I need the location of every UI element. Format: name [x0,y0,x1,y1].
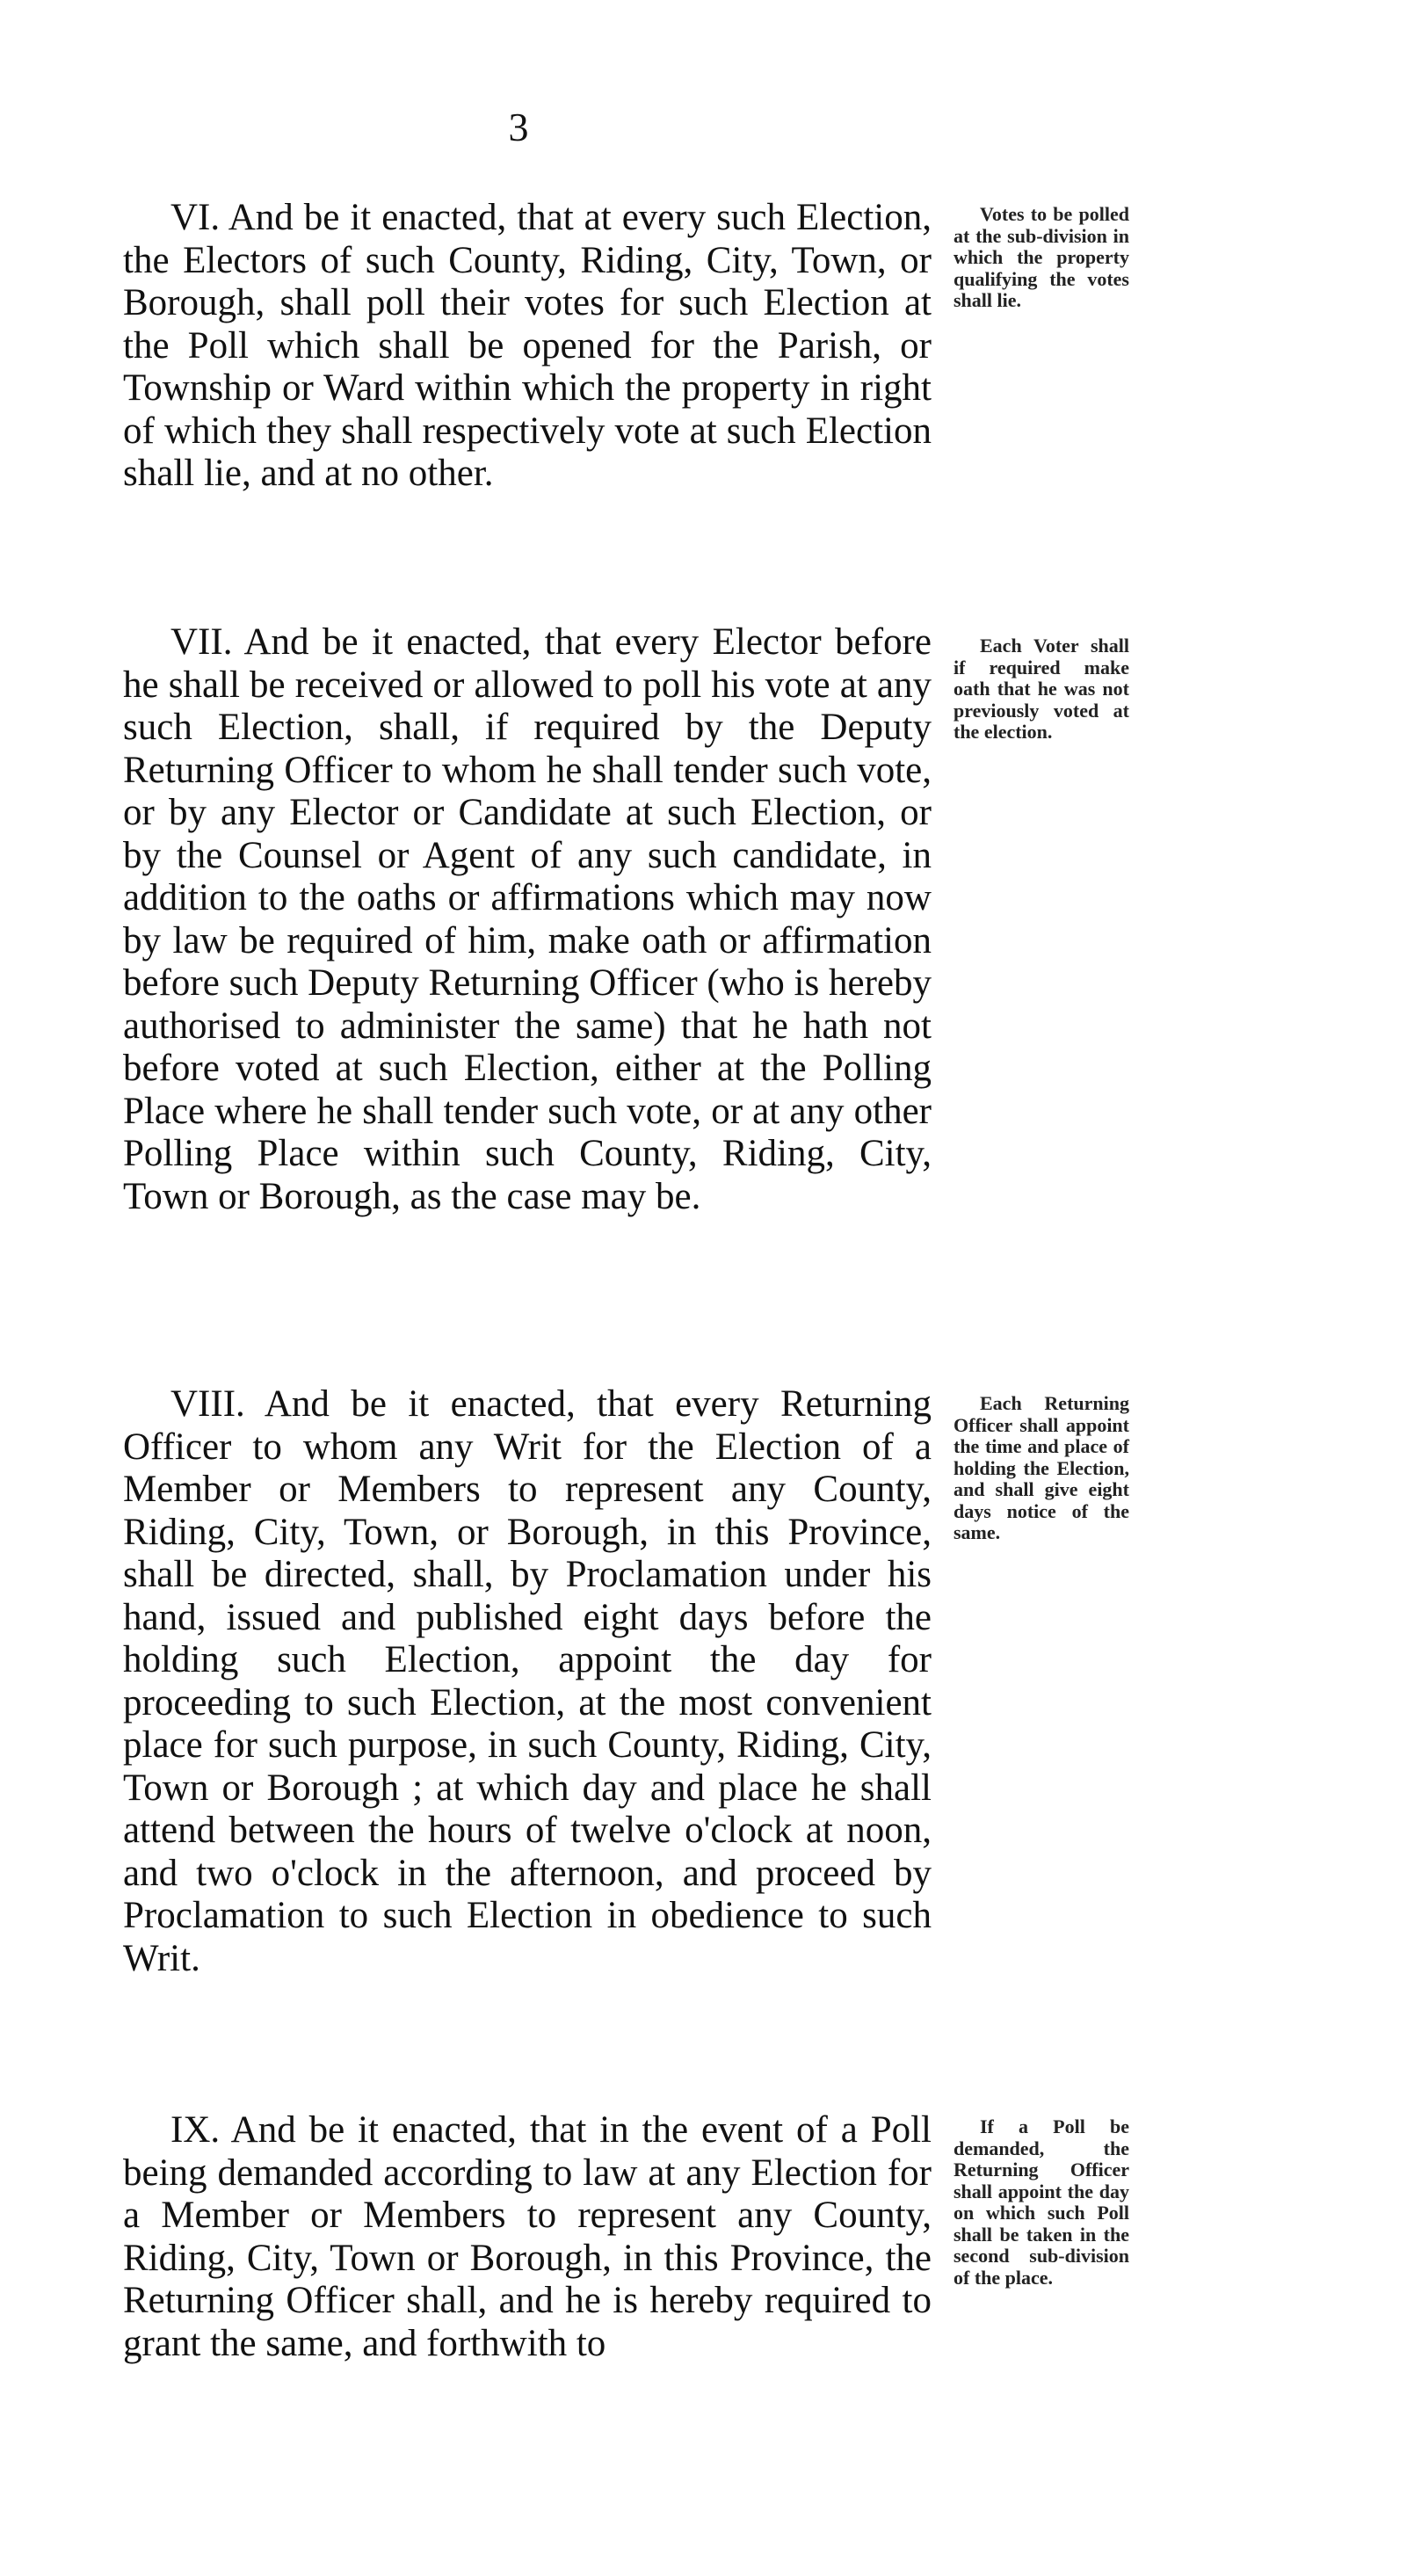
section-vi-text [123,197,932,496]
section-vii-text [123,621,932,1218]
section-vii [123,621,932,1218]
marginal-note-viii [954,1393,1129,1544]
section-vii-body: VII. And be it enacted, that every Elector before he shall be received or allowed to poll his vote at any such Election, shall, if required by the Deputy Returning Officer to whom he shall tender such vote, or by any Elector or Candidate at such Election, or by the Counsel or Agent of any such candidate, in addition to the oaths or affirmations which may now by law be required of him, make oath or affirmation before such Deputy Returning Officer (who is hereby authorised to administer the same) that he hath not before voted at such Election, either at the Polling Place where he shall tender such vote, or at any other Polling Place within such County, Riding, City, Town or Borough, as the case may be. [123,621,932,1217]
section-viii-body: VIII. And be it enacted, that every Returning Officer to whom any Writ for the Election of a Member or Members to represent any County, Riding, City, Town, or Borough, in this Province, shall be directed, shall, by Proclamation under his hand, issued and published eight days before the holding such Election, appoint the day for proceeding to such Election, at the most convenient place for such purpose, in such County, Riding, City, Town or Borough ; at which day and place he shall attend between the hours of twelve o'clock at noon, and two o'clock in the afternoon, and proceed by Proclamation to such Election in obedience to such Writ. [123,1383,932,1979]
marginal-note-ix-text: If a Poll be demanded, the Returning Officer shall appoint the day on which such Poll shall be taken in the second sub-division of the place. [954,2115,1129,2289]
section-viii-text [123,1383,932,1980]
section-ix [123,2109,932,2365]
section-ix-text [123,2109,932,2365]
marginal-note-vi-text: Votes to be polled at the sub-division in which the property qualifying the votes shall lie. [954,203,1129,311]
section-ix-body: IX. And be it enacted, that in the event of a Poll being demanded according to law at any Election for a Member or Members to represent any County, Riding, City, Town or Borough, in this Province, the Returning Officer shall, and he is hereby required to grant the same, and forthwith to [123,2109,932,2364]
section-vi [123,197,932,496]
marginal-note-vii [954,635,1129,744]
marginal-note-ix [954,2116,1129,2289]
section-viii [123,1383,932,1980]
marginal-note-viii-text: Each Returning Officer shall appoint the time and place of holding the Election, and shall give eight days notice of the same. [954,1392,1129,1543]
marginal-note-vi [954,204,1129,312]
marginal-note-vii-text: Each Voter shall if required make oath that he was not previously voted at the election. [954,635,1129,743]
section-vi-body: VI. And be it enacted, that at every such Election, the Electors of such County, Riding, City, Town, or Borough, shall poll their votes for such Election at the Poll which shall be opened for the Parish, or Township or Ward within which the property in right of which they shall respectively vote at such Election shall lie, and at no other. [123,197,932,494]
page-number: 3 [508,105,529,149]
